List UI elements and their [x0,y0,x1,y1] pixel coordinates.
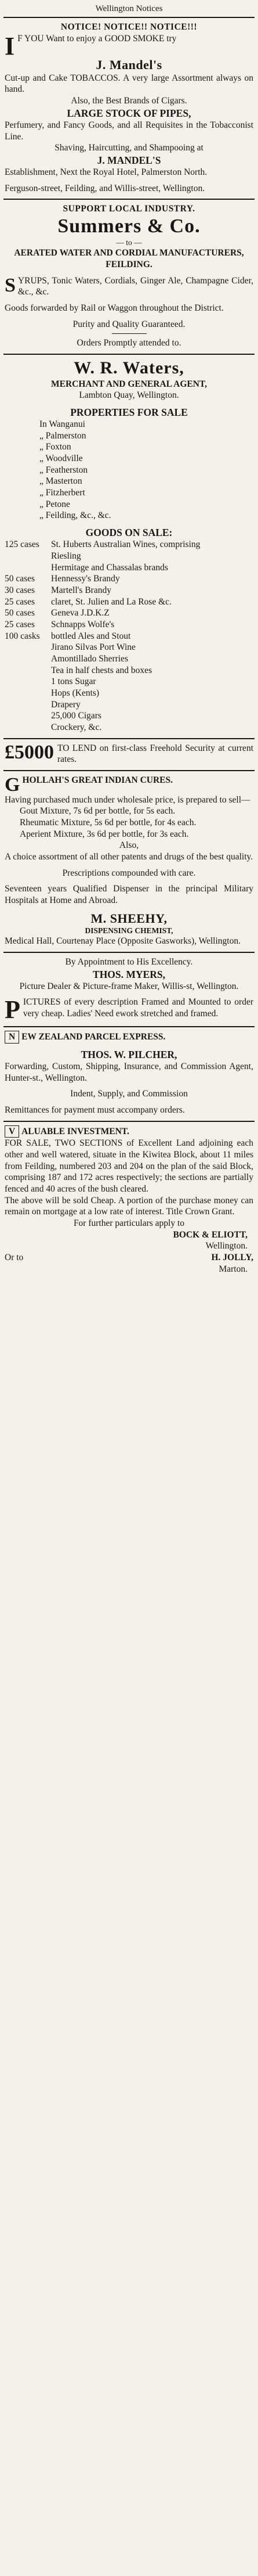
investment-advert [3,1122,255,1280]
bock-eliott-location: Wellington. [205,1241,248,1251]
goods-item [5,631,253,642]
investment-dropcap: V [5,1125,19,1138]
ghollah-dropcap: G [5,774,20,796]
notice-heading: NOTICE! NOTICE!! NOTICE!!! [60,22,198,33]
goods-qty [5,722,51,733]
goods-qty [5,699,51,711]
goods-qty [5,665,51,677]
goods-item [5,585,253,596]
property-location: „ Petone [39,499,70,509]
goods-qty: 25 cases [5,620,35,630]
sheehy-address: Medical Hall, Courtenay Place (Opposite Gasworks), Wellington. [5,936,241,947]
goods-qty: 25 cases [5,596,35,607]
goods-item [5,699,253,711]
property-location: „ Foxton [39,442,71,452]
investment-apply: For further particulars apply to [73,1218,185,1228]
rheumatic-mixture: Rheumatic Mixture, 5s 6d per bottle, for 4s each. [20,818,197,828]
goods-desc: Hops (Kents) [51,688,100,699]
pilcher-name: THOS. W. PILCHER, [81,1048,177,1060]
goods-desc: Hennessy's Brandy [51,574,120,584]
goods-qty: 100 casks [5,631,40,641]
property-location: „ Feilding, &c., &c. [39,510,111,521]
summers-dropcap: S [5,274,16,296]
investment-title-row [5,1125,253,1138]
properties-list [5,430,253,521]
parcel-title: EW ZEALAND PARCEL EXPRESS. [21,1032,166,1042]
myers-appointment: By Appointment to His Excellency. [65,956,193,967]
investment-or-row [5,1252,253,1264]
ghollah-title-row [5,774,253,796]
mandel-shaving-text: Shaving, Haircutting, and Shampooing at [54,143,204,153]
goods-item [5,551,253,562]
support-heading: SUPPORT LOCAL INDUSTRY. [63,204,195,214]
myers-advert [3,953,255,1027]
sheehy-name: M. SHEEHY, [90,911,168,926]
goods-item [5,676,253,688]
mandel-name-caps: J. MANDEL'S [97,154,161,166]
ghollah-advert [3,771,255,953]
investment-title: ALUABLE INVESTMENT. [21,1126,129,1136]
summers-advert [3,200,255,355]
mandel-perfumery-text: Perfumery, and Fancy Goods, and all Requisites in the Tobacconist Line. [5,120,253,142]
pilcher-indent: Indent, Supply, and Commission [70,1089,188,1099]
goods-item [5,562,253,574]
goods-list [5,539,253,733]
goods-desc: bottled Ales and Stout [51,631,131,641]
h-jolly: H. JOLLY, [211,1253,253,1262]
pilcher-desc: Forwarding, Custom, Shipping, Insurance, and Commission Agent, Hunter-st., Wellington. [5,1061,253,1083]
summers-forwarded: Goods forwarded by Rail or Waggon throughout the District. [5,303,224,314]
ghollah-also: Also, [119,840,139,851]
mandel-establishment-text: Establishment, Next the Royal Hotel, Palmerston North. [5,167,208,178]
goods-item [5,596,253,608]
property-location: „ Masterton [39,476,82,487]
myers-pictures-text: ICTURES of every description Framed and Mounted to order very cheap. Ladies' Need ework stretched and framed. [23,997,253,1019]
goods-desc: Geneva J.D.K.Z [51,608,110,618]
myers-role: Picture Dealer & Picture-frame Maker, Willis-st, Wellington. [19,981,239,991]
goods-desc: Martell's Brandy [51,585,111,596]
summers-syrups [5,275,253,298]
property-location: „ Palmerston [39,430,86,441]
goods-item [5,573,253,585]
h-jolly-location: Marton. [219,1264,248,1274]
parcel-advert [3,1027,255,1122]
ghollah-prescriptions: Prescriptions compounded with care. [62,868,196,878]
myers-dropcap: P [5,995,20,1024]
loan-advert [3,739,255,771]
gout-mixture: Gout Mixture, 7s 6d per bottle, for 5s each. [20,806,176,816]
loan-text: TO LEND on first-class Freehold Security at current rates. [57,743,253,765]
goods-item [5,619,253,631]
summers-orders: Orders Promptly attended to. [77,338,181,348]
goods-qty [5,653,51,665]
goods-desc: Tea in half chests and boxes [51,665,152,675]
sheehy-role: DISPENSING CHEMIST, [85,926,173,936]
property-location: „ Featherston [39,465,88,475]
goods-item [5,710,253,722]
ghollah-experience: Seventeen years Qualified Dispenser in the principal Military Hospitals at Home and Abroad. [5,884,253,906]
goods-desc: Drapery [51,699,81,710]
investment-details: FOR SALE, TWO SECTIONS of Excellent Land adjoining each other and well watered, situate in the Kiwitea Block, about 11 miles from Feilding, numbered 203 and 204 on the plan of the said Block, comprising 187 and 172 acres respectively; the sections are partially fenced and 40 acres of the bush cleared. [5,1138,253,1194]
ghollah-intro: Having purchased much under wholesale price, is prepared to sell— [5,794,250,805]
mandel-name: J. Mandel's [96,57,162,73]
summers-syrups-text: YRUPS, Tonic Waters, Cordials, Ginger Ale, Champagne Cider, &c., &c. [17,275,253,297]
goods-desc: 1 tons Sugar [51,677,96,687]
goods-qty: 125 cases [5,539,39,550]
mandel-intro-text: F YOU Want to enjoy a GOOD SMOKE try [17,33,177,44]
goods-desc: Jirano Silvas Port Wine [51,642,136,653]
bock-eliott: BOCK & ELIOTT, [173,1229,248,1240]
investment-or: Or to [5,1253,24,1262]
waters-title: MERCHANT AND GENERAL AGENT, [51,379,207,389]
properties-heading: PROPERTIES FOR SALE [70,406,188,418]
summers-to: — to — [116,238,142,247]
myers-pictures [5,995,253,1024]
goods-desc: Schnapps Wolfe's [51,620,115,630]
waters-name: W. R. Waters, [74,358,184,378]
goods-item [5,653,253,665]
myers-name: THOS. MYERS, [93,968,165,980]
investment-terms: The above will be sold Cheap. A portion of the purchase money can remain on mortgage at a low rate of interest. Title Crown Grant. [5,1195,253,1217]
ghollah-choice: A choice assortment of all other patents and drugs of the best quality. [5,852,253,862]
page-title: Wellington Notices [3,2,255,18]
goods-qty: 50 cases [5,574,35,584]
waters-address: Lambton Quay, Wellington. [79,390,179,401]
goods-desc: 25,000 Cigars [51,711,101,721]
goods-desc: Riesling [51,551,81,562]
mandel-tobacco-text: Cut-up and Cake TOBACCOS. A very large Assortment always on hand. [5,73,253,95]
goods-desc: St. Huberts Australian Wines, comprising [51,539,201,550]
goods-desc: Amontillado Sherries [51,654,129,664]
summers-name: Summers & Co. [57,215,201,238]
parcel-dropcap: N [5,1031,19,1044]
goods-desc: claret, St. Julien and La Rose &c. [51,596,172,607]
mandel-dropcap: I [5,31,15,60]
goods-qty [5,551,51,562]
mandel-pipes-heading: LARGE STOCK OF PIPES, [67,107,191,119]
goods-qty [5,676,51,688]
goods-desc: Crockery, &c. [51,722,102,733]
goods-item [5,665,253,677]
properties-in: In Wanganui [39,419,85,430]
property-location: „ Fitzherbert [39,488,85,498]
goods-desc: Hermitage and Chassalas brands [51,562,168,573]
goods-item [5,688,253,699]
goods-qty: 50 cases [5,608,35,618]
divider [112,333,147,334]
ghollah-title: HOLLAH'S GREAT INDIAN CURES. [22,775,173,786]
goods-item [5,642,253,653]
aperient-mixture: Aperient Mixture, 3s 6d per bottle, for 3s each. [20,829,189,839]
goods-qty: 30 cases [5,585,35,596]
mandel-advert [3,18,255,200]
loan-amount: £5000 [5,741,54,763]
goods-qty [5,688,51,699]
goods-item [5,722,253,733]
summers-purity: Purity and Quality Guaranteed. [72,319,186,329]
parcel-title-row [5,1031,253,1044]
goods-item [5,539,253,551]
waters-advert [3,355,255,739]
mandel-cigars-text: Also, the Best Brands of Cigars. [71,95,187,106]
goods-qty [5,562,51,574]
mandel-address-text: Ferguson-street, Feilding, and Willis-street, Wellington. [5,183,205,193]
property-location: „ Woodville [39,454,83,464]
pilcher-remittances: Remittances for payment must accompany orders. [5,1104,185,1115]
mandel-intro [5,31,253,60]
goods-qty [5,710,51,722]
goods-heading: GOODS ON SALE: [85,527,173,539]
goods-item [5,607,253,619]
goods-qty [5,642,51,653]
summers-desc: AERATED WATER AND CORDIAL MANUFACTURERS, FEILDING. [14,248,244,269]
